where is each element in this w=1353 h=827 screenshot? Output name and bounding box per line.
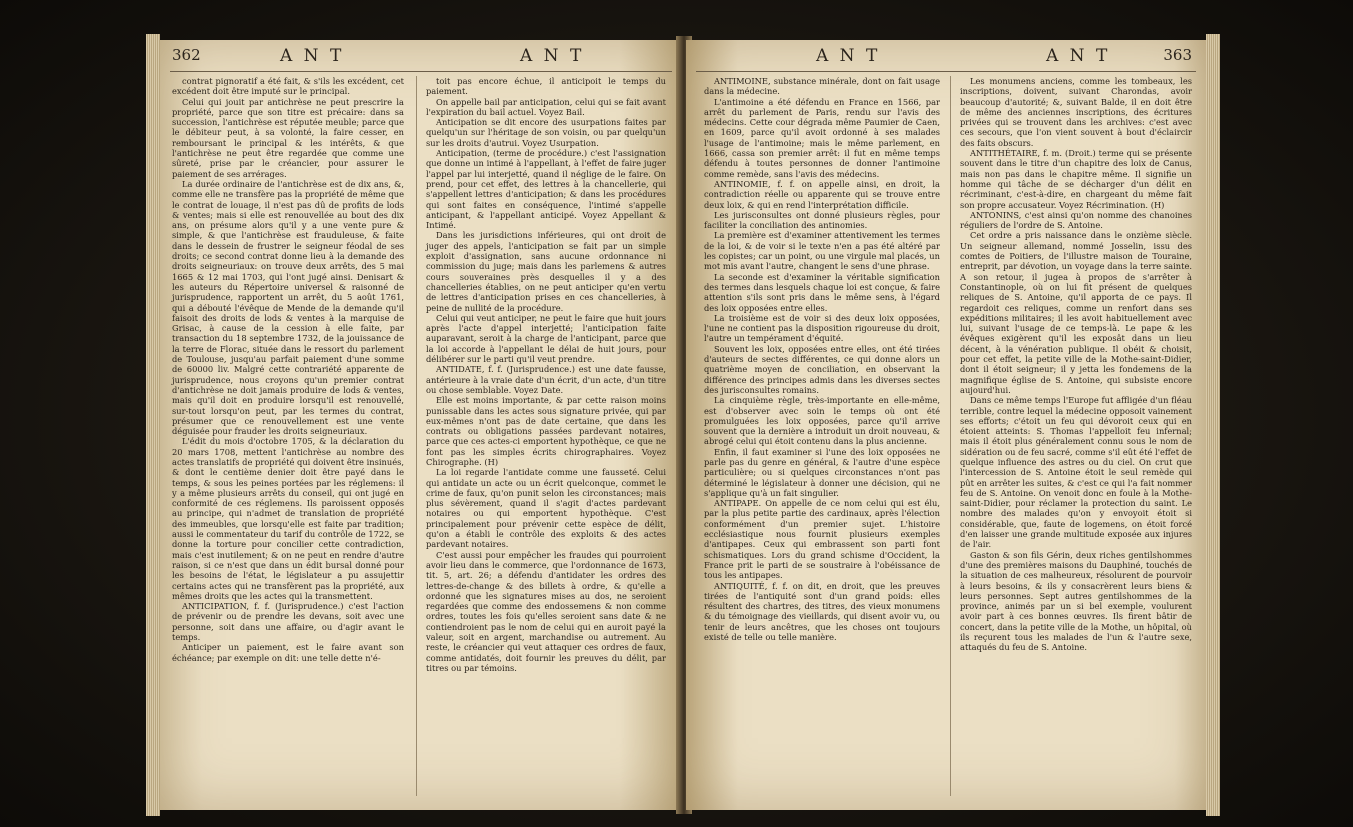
left-running-head — [160, 46, 682, 72]
left-page-edges — [146, 34, 160, 816]
left-column-1 — [172, 76, 404, 663]
paragraph: On appelle bail par anticipation, celui qui se fait avant l'expiration du bail actuel. Voyez Bail. — [426, 96, 666, 117]
paragraph: ANTITHÉTAIRE, f. m. (Droit.) terme qui se présente souvent dans le titre d'un chapitre des loix de Canus, mais non pas dans le chapitre même. Il signifie un homme qui tâche de se décharger d'un délit en récriminant, c'est-à-dire, en chargeant du même fait son propre accusateur. Voyez Récrimination. (H) — [960, 148, 1192, 210]
paragraph: Cet ordre a pris naissance dans le onzième siècle. Un seigneur allemand, nommé Josselin, issu des comtes de Poitiers, de l'illustre maison de Touraine, entreprit, par dévotion, un voyage dans la terre sainte. A son retour, il jugea à propos de s'arrêter à Constantinople, où on lui fit présent de quelques reliques de S. Antoine, qu'il apporta de ce pays. Il regardoit ces reliques, comme un renfort dans ses expéditions militaires; il les avoit habituellement avec lui, suivant l'usage de ce temps-là. Le pape & les évêques exigèrent qu'il les exposât dans un lieu décent, à la vénération publique. Il obéit & choisit, pour cet effet, la petite ville de la Mothe-saint-Didier, dont il étoit seigneur; il y jetta les fondemens de la magnifique église de S. Antoine, qui subsiste encore aujourd'hui. — [960, 230, 1192, 395]
paragraph: Dans les jurisdictions inférieures, qui ont droit de juger des appels, l'anticipation se fait par un simple exploit d'assignation, sans aucune ordonnance ni commission du juge; mais dans les parlemens & autres cours souveraines près desquelles il y a des chancelleries établies, on ne peut anticiper qu'en vertu de lettres d'anticipation prises en ces chancelleries, à peine de nullité de la procédure. — [426, 230, 666, 313]
left-head-rule — [170, 71, 672, 72]
paragraph: ANTIMOINE, substance minérale, dont on fait usage dans la médecine. — [704, 76, 940, 97]
paragraph: Anticiper un paiement, est le faire avant son échéance; par exemple on dit: une telle dette n'é- — [172, 642, 404, 663]
paragraph: Elle est moins importante, & par cette raison moins punissable dans les actes sous signature privée, qui par eux-mêmes n'ont pas de date certaine, que dans les contrats ou obligations passées pardevant notaires, parce que ces actes-ci emportent hypothèque, ce que ne font pas les simples écrits chirographaires. Voyez Chirographe. (H) — [426, 395, 666, 467]
right-page — [686, 40, 1206, 810]
left-column-rule — [416, 76, 417, 796]
paragraph: L'édit du mois d'octobre 1705, & la déclaration du 20 mars 1708, mettent l'antichrèse au nombre des actes translatifs de propriété qui doivent être insinués, & dont le centième denier doit être payé dans le temps, & sous les peines portées par les réglemens: il y a même plusieurs arrêts du conseil, qui ont jugé en conformité de ces réglemens. Ils paroissent opposés au principe, qui n'admet de translation de propriété des immeubles, que lorsqu'elle est faite par tradition; aussi le commentateur du tarif du contrôle de 1722, se donne la torture pour concilier cette contradiction, mais c'est inutilement; & on ne peut en rendre d'autre raison, si ce n'est que dans un édit bursal donné pour les besoins de l'état, le législateur a pu assujettir certains actes qui ne transfèrent pas la propriété, aux mêmes droits que les actes qui la transmettent. — [172, 436, 404, 601]
paragraph: La cinquième règle, très-importante en elle-même, est d'observer avec soin le temps où ont été promulguées les loix opposées, parce qu'il arrive souvent que la dernière a introduit un droit nouveau, & abrogé celui qui étoit contenu dans la plus ancienne. — [704, 395, 940, 447]
right-head-word-2: A N T — [1046, 46, 1111, 66]
paragraph: Anticipation se dit encore des usurpations faites par quelqu'un sur l'héritage de son voisin, ou par quelqu'un sur les droits d'autrui. Voyez Usurpation. — [426, 117, 666, 148]
right-head-word-1: A N T — [816, 46, 881, 66]
right-page-edges — [1206, 34, 1220, 816]
paragraph: contrat pignoratif a été fait, & s'ils les excédent, cet excédent doit être imputé sur le principal. — [172, 76, 404, 97]
paragraph: Celui qui veut anticiper, ne peut le faire que huit jours après l'acte d'appel interjetté; l'anticipation faite auparavant, seroit à la charge de l'anticipant, parce que la loi accorde à l'appellant le délai de huit jours, pour délibérer sur le parti qu'il veut prendre. — [426, 312, 666, 365]
paragraph: toit pas encore échue, il anticipoit le temps du paiement. — [426, 76, 666, 97]
paragraph: ANTIDATE, f. f. (Jurisprudence.) est une date fausse, antérieure à la vraie date d'un écrit, d'un acte, d'un titre ou chose semblable. Voyez Date. — [426, 364, 666, 395]
right-column-rule — [950, 76, 951, 796]
paragraph: La durée ordinaire de l'antichrèse est de dix ans, &, comme elle ne transfère pas la propriété de même que le contrat de louage, il n'est pas dû de profits de lods & ventes; mais si elle est renouvellée au bout des dix ans, on présume alors qu'il y a une vente pure & simple, & que l'antichrèse est frauduleuse, & faite dans le dessein de frustrer le seigneur féodal de ses droits; ce second contrat donne lieu à la demande des droits seigneuriaux: on trouve deux arrêts, des 5 mai 1665 & 12 mai 1703, qui l'ont jugé ainsi. Denisart & les auteurs du Répertoire universel & raisonné de jurisprudence, rapportent un arrêt, du 5 août 1761, qui a débouté l'évêque de Mende de la demande qu'il faisoit des droits de lods & ventes à la marquise de Grisac, à cause de la cession à elle faite, par transaction du 18 septembre 1732, de la jouissance de la terre de Florac, située dans le ressort du parlement de Toulouse, jusqu'au parfait paiement d'une somme de 60000 liv. Malgré cette contrariété apparente de jurisprudence, nous croyons qu'un premier contrat d'antichrèse ne doit jamais produire de lods & ventes, mais qu'il doit en produire lorsqu'il est renouvellé, sur-tout lorsqu'on peut, par les termes du contrat, présumer que ce renouvellement est une vente déguisée pour frauder les droits seigneuriaux. — [172, 178, 404, 437]
paragraph: Les monumens anciens, comme les tombeaux, les inscriptions, doivent, suivant Charondas, avoir beaucoup d'autorité; &, suivant Balde, il en doit être de même des anciennes inscriptions, des écritures privées qui se trouvent dans les archives: c'est avec ces secours, que l'on vient souvent à bout d'éclaircir des faits obscurs. — [960, 76, 1192, 148]
paragraph: Souvent les loix, opposées entre elles, ont été tirées d'auteurs de sectes différentes, ce qui donne alors un quatrième moyen de conciliation, en observant la différence des principes admis dans les diverses sectes des jurisconsultes romains. — [704, 343, 940, 395]
paragraph: Anticipation, (terme de procédure.) c'est l'assignation que donne un intimé à l'appellant, à l'effet de faire juger l'appel par lui interjetté, quand il néglige de le faire. On prend, pour cet effet, des lettres à la chancellerie, qui s'appellent lettres d'anticipation; & dans les procédures qui sont faites en conséquence, l'intimé s'appelle anticipant, & l'appellant anticipé. Voyez Appellant & Intimé. — [426, 148, 666, 231]
paragraph: Celui qui jouit par antichrèse ne peut prescrire la propriété, parce que son titre est précaire: dans sa succession, l'antichrèse est réputée meuble; parce que le débiteur peut, à sa volonté, la faire cesser, en remboursant le principal & les intérêts, & que l'antichrèse ne peut être regardée que comme une sûreté, prise par le créancier, pour assurer le paiement de ses arrérages. — [172, 96, 404, 179]
right-page-number: 363 — [1163, 46, 1192, 64]
paragraph: La loi regarde l'antidate comme une fausseté. Celui qui antidate un acte ou un écrit quelconque, commet le crime de faux, qu'on punit selon les circonstances; mais plus sévèrement, quand il s'agit d'actes pardevant notaires ou qui emportent hypothèque. C'est principalement pour prévenir cette espèce de délit, qu'on a établi le contrôle des exploits & des actes pardevant notaires. — [426, 467, 666, 550]
paragraph: Dans ce même temps l'Europe fut affligée d'un fléau terrible, contre lequel la médecine opposoit vainement ses efforts; c'étoit un feu qui dévoroit ceux qui en étoient atteints: S. Thomas l'appelloit feu infernal; mais il étoit plus généralement connu sous le nom de sidération ou de feu sacré, comme s'il eût été l'effet de quelque influence des astres ou du ciel. On crut que l'intercession de S. Antoine étoit le seul remède qui pût en arrêter les suites, & c'est ce qui l'a fait nommer feu de S. Antoine. On venoit donc en foule à la Mothe-saint-Didier, pour réclamer la protection du saint. Le nombre des malades qu'on y envoyoit étoit si considérable, que, faute de logemens, on étoit forcé d'en laisser une grande multitude exposée aux injures de l'air. — [960, 395, 1192, 550]
paragraph: ANTIPAPE. On appelle de ce nom celui qui est élu, par la plus petite partie des cardinaux, après l'élection conformément d'un premier sujet. L'histoire ecclésiastique nous fournit plusieurs exemples d'antipapes. Ceux qui embrassent son parti font schismatiques. Lors du grand schisme d'Occident, la France prit le parti de se soustraire à l'obéissance de tous les antipapes. — [704, 498, 940, 581]
paragraph: Les jurisconsultes ont donné plusieurs règles, pour faciliter la conciliation des antinomies. — [704, 209, 940, 231]
right-column-1 — [704, 76, 940, 642]
paragraph: ANTONINS, c'est ainsi qu'on nomme des chanoines réguliers de l'ordre de S. Antoine. — [960, 209, 1192, 231]
paragraph: La première est d'examiner attentivement les termes de la loi, & de voir si le texte n'en a pas été altéré par les copistes; car un point, ou une virgule mal placés, un mot mis avant l'autre, changent le sens d'une phrase. — [704, 230, 940, 272]
left-head-word-1: A N T — [280, 46, 345, 66]
right-head-rule — [696, 71, 1196, 72]
paragraph: C'est aussi pour empêcher les fraudes qui pourroient avoir lieu dans le commerce, que l'ordonnance de 1673, tit. 5, art. 26; a défendu d'antidater les ordres des lettres-de-change & des billets à ordre, & qu'elle a ordonné que les signatures mises au dos, ne seroient regardées que comme des endossemens & non comme ordres, toutes les fois qu'elles seroient sans date & ne contiendroient pas le nom de celui qui en auroit payé la valeur, soit en argent, marchandise ou autrement. Au reste, le créancier qui veut attaquer ces ordres de faux, comme antidatés, doit fournir les preuves du délit, par titres ou par témoins. — [426, 549, 666, 673]
paragraph: ANTIQUITÉ, f. f. on dit, en droit, que les preuves tirées de l'antiquité sont d'un grand poids: elles résultent des chartres, des titres, des vieux monumens & du témoignage des vieillards, qui disent avoir vu, ou tenir de leurs ancêtres, que les choses ont toujours existé de telle ou telle manière. — [704, 580, 940, 643]
left-page-number: 362 — [172, 46, 201, 64]
left-head-word-2: A N T — [520, 46, 585, 66]
right-running-head — [686, 46, 1206, 72]
left-page — [160, 40, 682, 810]
paragraph: L'antimoine a été défendu en France en 1566, par arrêt du parlement de Paris, rendu sur l'avis des médecins. Cette cour dégrada même Paumier de Caen, en 1609, parce qu'il avoit ordonné à ses malades l'usage de l'antimoine; mais le même parlement, en 1666, cassa son premier arrêt: il fut en même temps défendu à toutes personnes de donner l'antimoine comme remède, sans l'avis des médecins. — [704, 96, 940, 179]
paragraph: ANTICIPATION, f. f. (Jurisprudence.) c'est l'action de prévenir ou de prendre les devans, soit avec une personne, soit dans une affaire, ou d'agir avant le temps. — [172, 601, 404, 643]
right-column-2 — [960, 76, 1192, 653]
paragraph: Gaston & son fils Gérin, deux riches gentilshommes d'une des premières maisons du Dauphiné, touchés de la situation de ces malheureux, résolurent de pourvoir à leurs besoins, & ils y consacrèrent leurs biens & leurs personnes. Sept autres gentilshommes de la province, animés par un si bel exemple, voulurent avoir part à ces bonnes œuvres. Ils firent bâtir de concert, dans la petite ville de la Mothe, un hôpital, où ils reçurent tous les malades de l'un & l'autre sexe, attaqués du feu de S. Antoine. — [960, 549, 1192, 653]
paragraph: Enfin, il faut examiner si l'une des loix opposées ne parle pas du genre en général, & l'autre d'une espèce particulière; ou si quelques circonstances n'ont pas déterminé le législateur à donner une décision, qui ne s'applique qu'à un fait singulier. — [704, 446, 940, 498]
left-column-2 — [426, 76, 666, 673]
paragraph: La seconde est d'examiner la véritable signification des termes dans lesquels chaque loi est conçue, & faire attention s'ils sont pris dans le même sens, à l'égard des loix opposées entre elles. — [704, 271, 940, 313]
paragraph: ANTINOMIE, f. f. on appelle ainsi, en droit, la contradiction réelle ou apparente qui se trouve entre deux loix, & qui en rend l'interprétation difficile. — [704, 178, 940, 210]
paragraph: La troisième est de voir si des deux loix opposées, l'une ne contient pas la disposition rigoureuse du droit, l'autre un tempérament d'équité. — [704, 312, 940, 344]
